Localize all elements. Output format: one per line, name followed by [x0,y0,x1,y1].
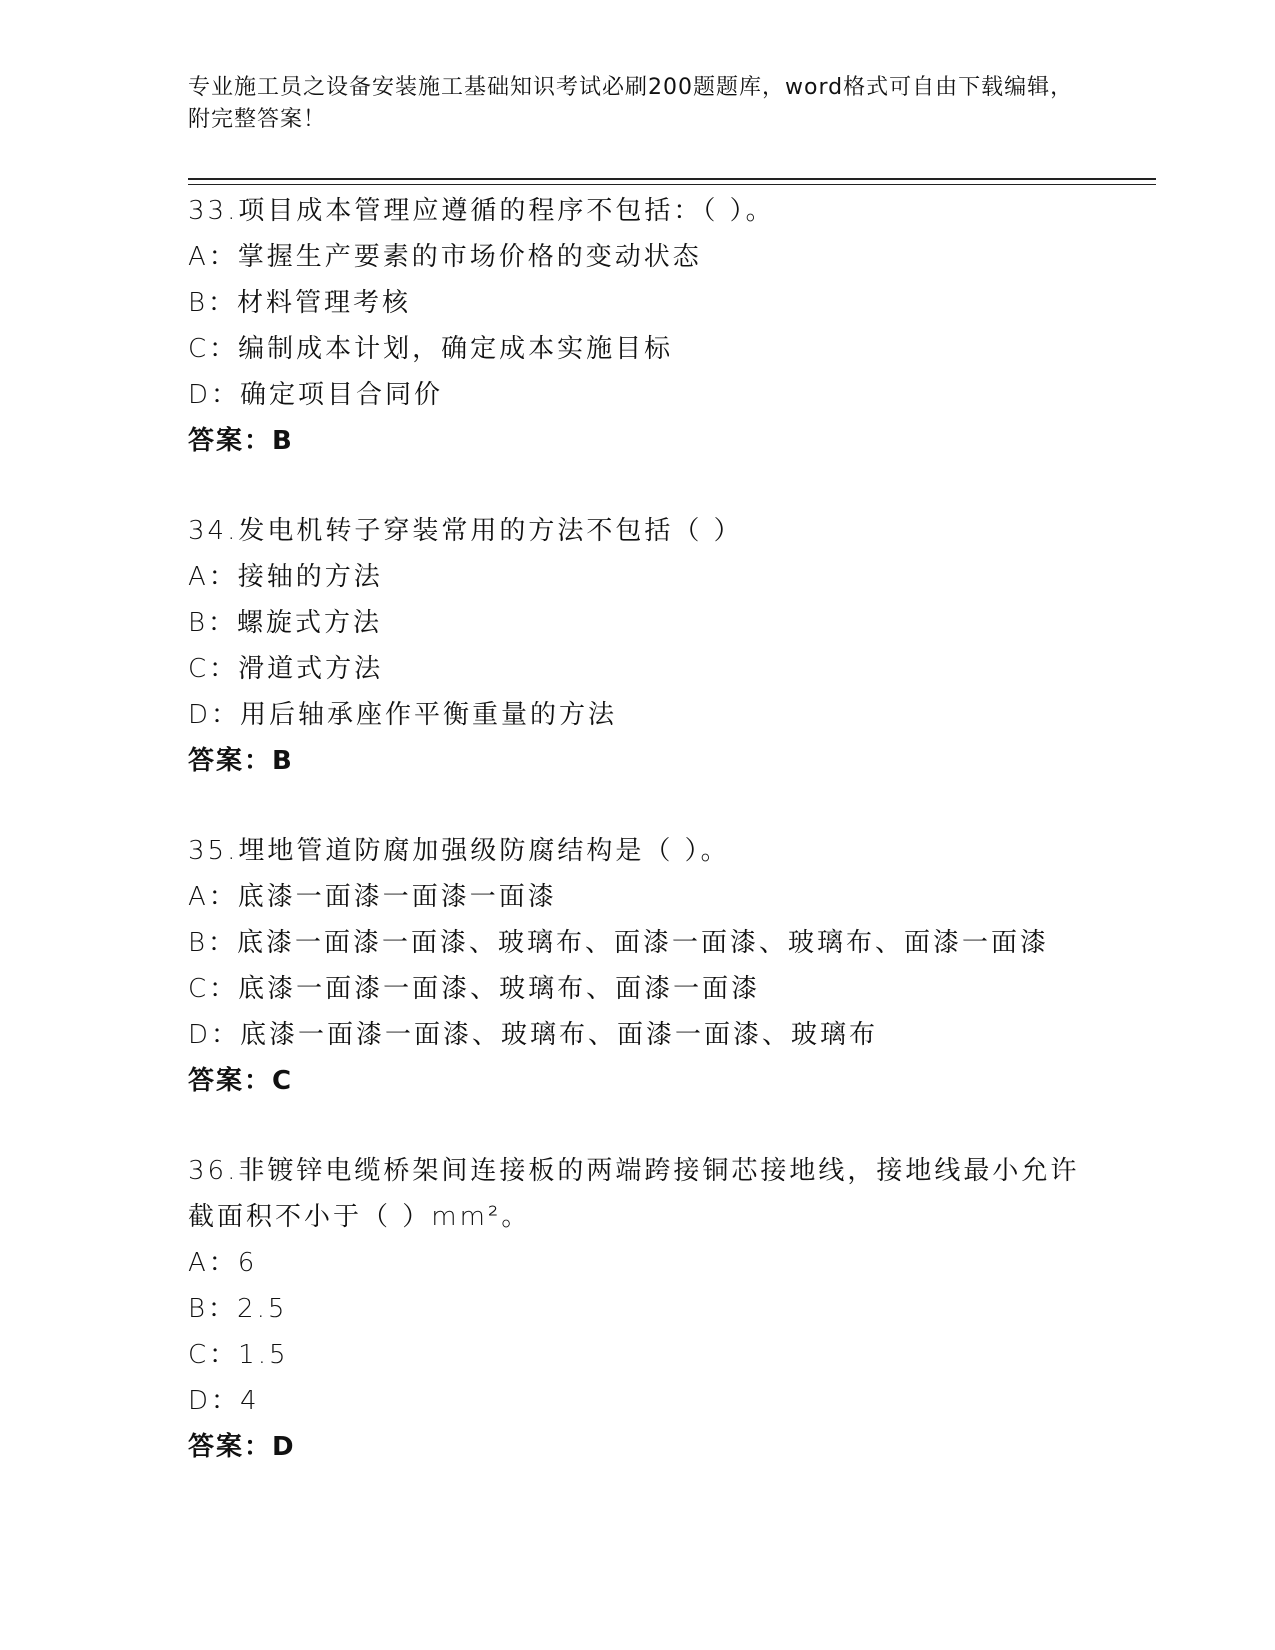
option-c: C：底漆一面漆一面漆、玻璃布、面漆一面漆 [188,974,761,1004]
option-b: B：底漆一面漆一面漆、玻璃布、面漆一面漆、玻璃布、面漆一面漆 [188,928,1050,958]
option-a: A：掌握生产要素的市场价格的变动状态 [188,242,702,272]
option-c: C：滑道式方法 [188,654,384,684]
option-d: D：底漆一面漆一面漆、玻璃布、面漆一面漆、玻璃布 [188,1020,879,1050]
answer-label: 答案：D [188,1432,296,1462]
question-stem: 33.项目成本管理应遵循的程序不包括：（ ）。 [188,196,775,226]
answer-label: 答案：B [188,426,294,456]
header-divider-thin [188,184,1156,185]
question-stem-line-2: 截面积不小于（ ）mm²。 [188,1202,531,1232]
option-d: D：确定项目合同价 [188,380,444,410]
question-stem-line-1: 36.非镀锌电缆桥架间连接板的两端跨接铜芯接地线，接地线最小允许 [188,1156,1080,1186]
option-a: A：6 [188,1248,258,1278]
option-d: D：用后轴承座作平衡重量的方法 [188,700,618,730]
question-36 [188,1148,1088,1470]
option-c: C：1.5 [188,1340,289,1370]
answer-label: 答案：C [188,1066,294,1096]
option-b: B：材料管理考核 [188,288,412,318]
document-header: 专业施工员之设备安装施工基础知识考试必刷200题题库，word格式可自由下载编辑，附完整答案！ [188,75,1074,132]
option-b: B：2.5 [188,1294,288,1324]
question-34 [188,508,1088,784]
option-c: C：编制成本计划，确定成本实施目标 [188,334,674,364]
option-a: A：接轴的方法 [188,562,383,592]
option-b: B：螺旋式方法 [188,608,383,638]
option-d: D：4 [188,1386,260,1416]
question-33 [188,188,1088,464]
answer-label: 答案：B [188,746,294,776]
question-stem: 34.发电机转子穿装常用的方法不包括（ ） [188,516,743,546]
question-35 [188,828,1088,1104]
header-divider [188,178,1156,180]
option-a: A：底漆一面漆一面漆一面漆 [188,882,557,912]
question-stem: 35.埋地管道防腐加强级防腐结构是（ ）。 [188,836,730,866]
